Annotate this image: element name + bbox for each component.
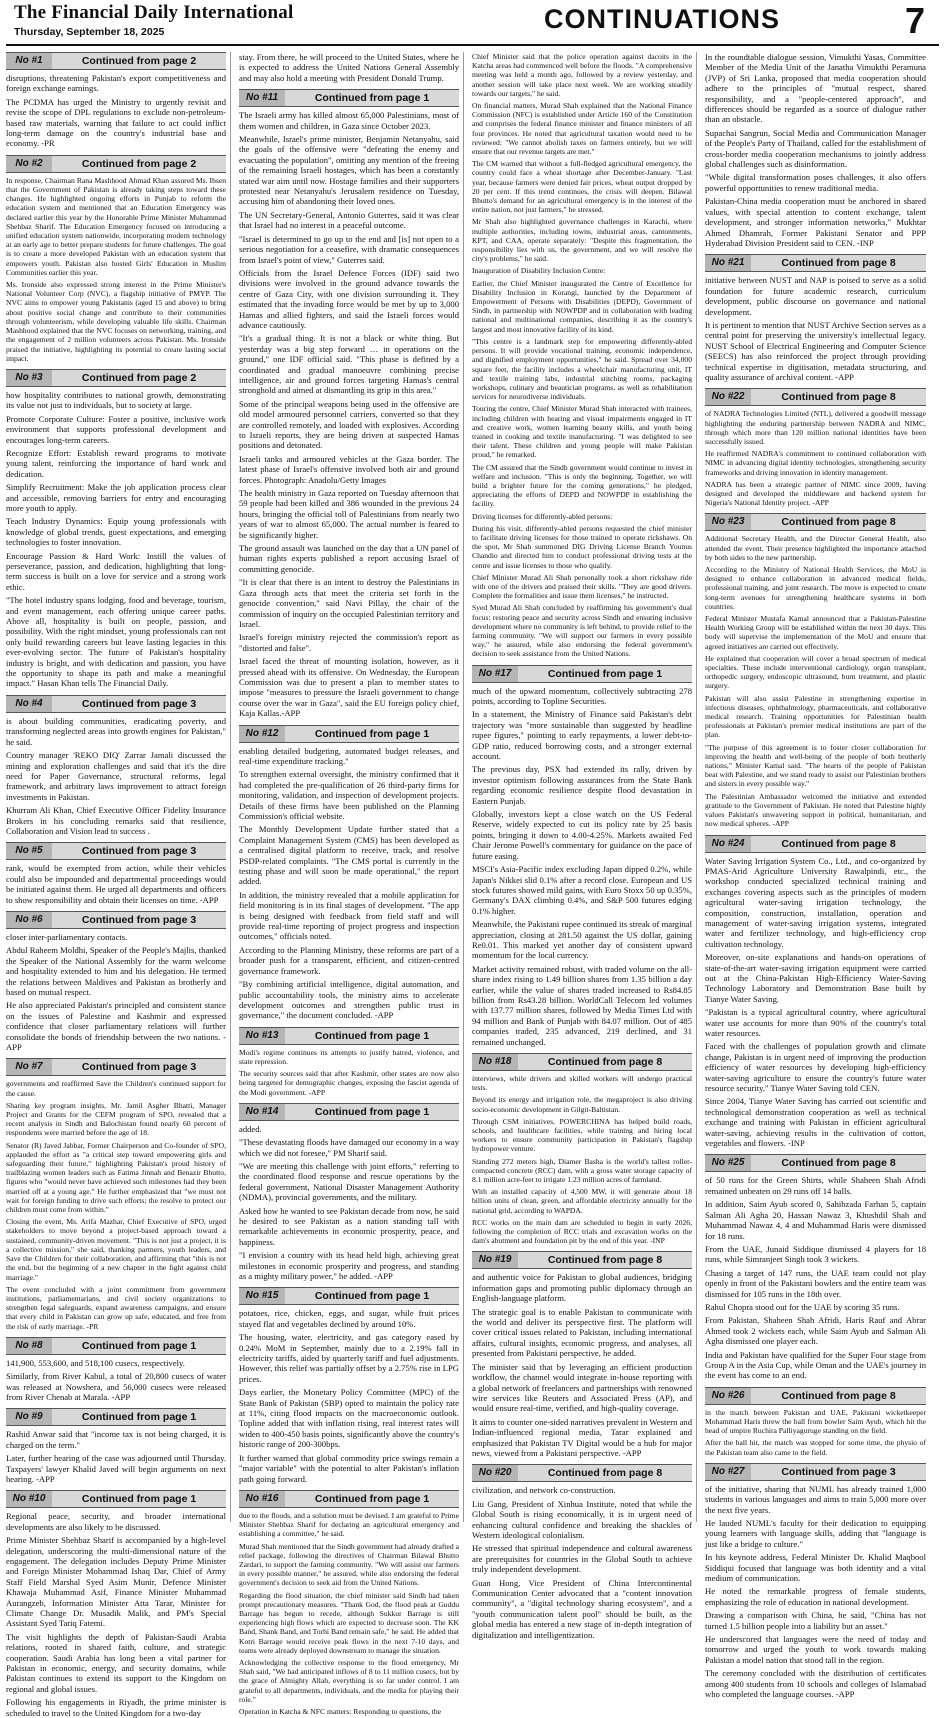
article-paragraph: interviews, while drivers and skilled workers will undergo practical tests. (472, 1074, 692, 1093)
continuation-article (472, 1053, 692, 1245)
continuation-number: No #19 (472, 1252, 518, 1268)
continuation-number: No #6 (6, 912, 52, 928)
continuation-label: Continued from page 1 (81, 1339, 197, 1352)
article-paragraph: civilization, and network co-construction. (472, 1485, 616, 1496)
article-paragraph: On financial matters, Murad Shah explained that the National Finance Commission (NFC) is established under Article 160 of the Constitution and comprises the federal finance minister and finance ministers of all four provinces. He noted that agricultural taxation would need to be reviewed: "We cannot abolish taxes on farmers entirely, but we will ensure that our revenue targets are met." (472, 101, 692, 157)
article-paragraph: The health ministry in Gaza reported on Tuesday afternoon that 59 people had been killed and 386 wounded in the previous 24 hours, bringing the official toll of Palestinians from nearly two years of war to almost 65,000. The actual number is feared to be significantly higher. (239, 488, 459, 540)
article-paragraph: Federal Minister Mustafa Kamal announced that a Pakistan-Palestine Health Working Group will be established within the next 30 days. This body will supervise the implementation of the MoU and ensure that agreed initiatives are carried out effectively. (705, 614, 926, 651)
continuation-article (472, 1464, 692, 1640)
article-paragraph: The Palestinian Ambassador welcomed the initiative and extended gratitude to the Government of Pakistan. He noted that Palestine highly values Pakistan's unwavering support in political, humanitarian, and now medical spheres. -APP (705, 791, 926, 829)
continuation-number: No #2 (6, 156, 52, 172)
article-paragraph: in the match between Pakistan and UAE, Pakistani wicketkeeper Mohammad Haris threw the ball from bowler Saim Ayub, which hit the head of umpire Ruchira Palliyaguruge standing on the field. (705, 1407, 926, 1436)
article-paragraph: Encourage Passion & Hard Work: Instill the values of perseverance, passion, and dedication, highlighting that long-term success is built on a love for service and a strong work ethic. (6, 550, 226, 592)
article-paragraph: In the roundtable dialogue session, Vimukthi Yasas, Committee Member of the Media Unit of the Janatha Vimukthi Peramuna (JVP) of Sri Lanka, proposed that media cooperation should adhere to the principles of "mutual respect, shared responsibility, and a "people-centered approach", and differences should be regarded as a source of dialogue rather than an obstacle. (705, 52, 926, 125)
continuation-article (6, 155, 226, 363)
article-paragraph: Closing the event, Ms. Arifa Mazhar, Chief Executive of SPO, urged stakeholders to move beyond a project-based approach toward a sustained, community-driven movement. "This is not just a project, it is a collective mission," she said, thanking partners, youth leaders, and Save the Children for their collaboration, and affirming that "this is not the end, but the beginning of a new chapter in the fight against child marriage." (6, 1217, 226, 1282)
article-paragraph: MSCI's Asia-Pacific index excluding Japan dipped 0.2%, while Japan's Nikkei slid 0.1% after a record close. European and US stock futures showed mild gains, with Euro Stoxx 50 up 0.35%, Germany's DAX climbing 0.4%, and S&P 500 futures edging 0.1% higher. (472, 864, 692, 916)
article-paragraph: Drawing a comparison with China, he said, "China has not turned 1.5 billion people into a liability but an asset." (705, 1610, 926, 1631)
article-paragraph: Similarly, from River Kabul, a total of 20,800 cusecs of water was released at Nowshera, and 56,000 cusecs were released from River Chenab at Marala. -APP (6, 1371, 226, 1402)
continuation-header (472, 1053, 692, 1071)
article-paragraph: The Israeli army has killed almost 65,000 Palestinians, most of them women and children, in Gaza since October 2023. (239, 110, 459, 131)
column-3 (472, 52, 697, 1640)
continuation-header (705, 1154, 926, 1172)
article-paragraph: He reaffirmed NADRA's commitment to continued collaboration with NIMC in advancing digital identity technologies, strengthening security frameworks and driving innovation in identity management. (705, 449, 926, 477)
article-paragraph: "It's a gradual thing. It is not a black or white thing. But yesterday was a big step forward … in operations on the ground," one IDF official said. "This phase is defined by a coordinated and gradual manoeuvre combining precise intelligence, air and ground forces targeting Hamas's central stronghold and aimed at dismantling its grip in this area." (239, 333, 459, 396)
article-paragraph: Days earlier, the Monetary Policy Committee (MPC) of the State Bank of Pakistan (SBP) opted to maintain the policy rate at 11%, citing flood impacts on the macroeconomic outlook. Topline added that with inflation rising, real interest rates will widen to 400-450 basis points, significantly above the country's historic range of 200-300bps. (239, 1387, 459, 1450)
continuation-label: Continued from page 3 (781, 1465, 896, 1478)
article-paragraph: "Israel is determined to go up to the end and [is] not open to a serious negotiation for a ceasefire, with dramatic consequences from Israel's point of view," Guterres said. (239, 233, 459, 265)
continuation-number: No #26 (705, 1388, 751, 1404)
article-paragraph: "This centre is a landmark step for empowering differently-abled persons. It will provide vocational training, economic independence, and dignified employment opportunities," he said. Spread over 34,000 square feet, the facility includes a wheelchair manufacturing unit, IT and textile training labs, industrial stitching rooms, packaging workshops, culinary and beautician programs, as well as rehabilitation services for neurodiverse individuals. (472, 336, 692, 402)
continuation-number: No #4 (6, 696, 52, 712)
continuation-header (472, 665, 692, 683)
continuation-number: No #11 (239, 90, 285, 106)
article-paragraph: The PCDMA has urged the Ministry to urgently revisit and revise the scope of DPL regulations to exclude non-petroleum-based raw materials, warning that failure to act could inflict long-term damage on the country's industrial base and economy. -PR (6, 96, 226, 149)
continuation-article (239, 52, 459, 83)
article-paragraph: Regarding the flood situation, the chief minister said Sindh had taken prompt precautionary measures. "Thank God, the flood peak at Guddu Barrage has begun to recede, although Sukkur Barrage is still experiencing high flows which are expected to decrease soon. The KK Band, Shank Band, and Torhi Band remain safe," he said. He added that Kotri Barrage would receive peak flows in the next 7-10 days, and teams were already deployed downstream to manage the situation. (239, 1590, 459, 1655)
article-paragraph: "These devastating floods have damaged our economy in a way which we did not foresee," PM Sharif said. (239, 1137, 459, 1158)
article-paragraph: The housing, water, electricity, and gas category eased by 0.24% MoM in September, mainly due to a 2.19% fall in electricity tariffs, aided by quarterly tariff and fuel adjustments. However, this relief was partially offset by a 2.75% rise in LPG prices. (239, 1332, 459, 1384)
article-paragraph: Additional Secretary Health, and the Director General Health, also attended the event. Their presence highlighted the importance attached by both sides to the new partnership. (705, 534, 926, 562)
continuation-label: Continued from page 8 (781, 1157, 896, 1170)
continuation-header (6, 1408, 226, 1426)
article-paragraph: Following his engagements in Riyadh, the prime minister is scheduled to travel to the United Kingdom for a two-day (6, 1697, 226, 1718)
continuation-article (705, 513, 926, 828)
article-paragraph: Senator (R) Javed Jabbar, Former Chairperson and Co-founder of SPO, applauded the effort as "a critical step toward empowering girls and safeguarding their future," highlighting Pakistan's proud history of trailblazing women leaders such as Fatima Jinnah and Benazir Bhutto, figures who "would never have achieved such milestones had they been married off at a young age." He further emphasized that "we must not wait for foreign funding to drive such efforts; the resolve to protect our children must come from within." (6, 1140, 226, 1215)
article-paragraph: Since 2004, Tianye Water Saving has carried out scientific and technological demonstration cooperation as well as technical exchange and training with Pakistan in efficient agricultural water-saving, achieving results in the cultivation of cotton, vegetables and flowers. -INP (705, 1096, 926, 1149)
article-paragraph: Earlier, the Chief Minister inaugurated the Centre of Excellence for Disability Inclusion in Korangi, launched by the Department of Empowerment of Persons with Disabilities (DEPD), Government of Sindh, in partnership with NOWPDP and in collaboration with leading national and multinational companies, describing it as the country's largest and most innovative facility of its kind. (472, 278, 692, 334)
continuation-number: No #1 (6, 53, 52, 69)
continuation-article (239, 1287, 459, 1484)
continuation-header (239, 1490, 459, 1508)
continuation-article (239, 1027, 459, 1097)
column-2 (239, 52, 464, 1716)
article-paragraph: Driving licenses for differently-abled persons: (472, 511, 613, 521)
continuation-header (6, 52, 226, 70)
article-paragraph: rank, would be exempted from action, while their vehicles could also be impounded and departmental proceedings would be initiated against them. He urged all departments and officers to show responsibility and obtain their licenses on time. -APP (6, 863, 226, 905)
continuation-label: Continued from page 8 (547, 1467, 663, 1480)
article-paragraph: The previous day, PSX had extended its rally, driven by investor optimism following assurances from the State Bank regarding economic resilience despite flood devastation in Eastern Punjab. (472, 764, 692, 806)
continuation-label: Continued from page 2 (81, 157, 197, 170)
article-paragraph: Teach Industry Dynamics: Equip young professionals with knowledge of global trends, guest expectations, and emerging technologies to foster innovation. (6, 516, 226, 548)
continuation-header (6, 369, 226, 387)
continuation-number: No #3 (6, 370, 52, 386)
article-paragraph: With an installed capacity of 4,500 MW, it will generate about 18 billion units of clean, green, and affordable electricity annually for the national grid, according to WAPDA. (472, 1187, 692, 1215)
article-paragraph: According to the Ministry of National Health Services, the MoU is designed to enhance collaboration in advanced medical fields, professional training, and joint research. The move is expected to create long-term avenues for strengthening healthcare systems in both countries. (705, 565, 926, 611)
article-paragraph: Rahul Chopra stood out for the UAE by scoring 35 runs. (705, 1301, 900, 1312)
article-paragraph: and authentic voice for Pakistan to global audiences, bridging information gaps and promoting public diplomacy through an English-language platform. (472, 1272, 692, 1304)
continuation-label: Continued from page 1 (81, 1411, 197, 1424)
article-paragraph: India and Pakistan have qualified for the Super Four stage from Group A in the Asia Cup, while Oman and the UAE's journey in the event has come to an end. (705, 1349, 926, 1381)
continuation-article (472, 1251, 692, 1458)
continuation-number: No #18 (472, 1054, 518, 1070)
continuation-label: Continued from page 1 (81, 1493, 197, 1506)
continuation-label: Continued from page 1 (314, 1029, 430, 1042)
continuation-header (705, 1387, 926, 1405)
article-paragraph: The event concluded with a joint commitment from government institutions, parliamentarians, and civil society organizations to strengthen legal safeguards, expand awareness campaigns, and ensure that every child in Pakistan can grow up safe, educated, and free from the risk of early marriage. -PR (6, 1284, 226, 1331)
continuation-article (705, 1463, 926, 1700)
article-paragraph: Meanwhile, the Pakistani rupee continued its streak of marginal appreciation, closing at 281.50 against the US dollar, gaining Re0.01. This marked yet another day of consistent upward momentum for the local currency. (472, 919, 692, 961)
continuation-label: Continued from page 8 (781, 516, 896, 529)
article-paragraph: Later, further hearing of the case was adjourned until Thursday. Taxpayers' lawyer Khalid Javed will begin arguments on next hearing. -APP (6, 1453, 226, 1484)
article-paragraph: Chief Minister said that the police operation against dacoits in the Katcha areas had commenced well before the floods. "A comprehensive meeting was held a month ago, followed by a review yesterday, and another session will take place next week. We are working steadily towards our targets," he said. (472, 52, 692, 98)
article-paragraph: Touring the centre, Chief Minister Murad Shah interacted with trainees, including children with hearing and visual impairments engaged in IT and creative work, women learning beauty skills, and youth being trained in cooking and textile manufacturing. "I was delighted to see their talent. These children and young people will make Pakistan proud," he remarked. (472, 404, 692, 460)
article-paragraph: The Monthly Development Update further stated that a Complaint Management System (CMS) has been developed as a centralised digital platform to receive, track, and resolve PSDP-related complaints. "The CMS portal is currently in the testing phase and will soon be made operational," the report added. (239, 824, 459, 887)
article-paragraph: He underscored that languages were the need of today and tomorrow and urged the youth to work towards making Pakistan a model nation that stood tall in the region. (705, 1634, 926, 1665)
article-paragraph: Water Saving Irrigation System Co., Ltd., and co-organized by PMAS-Arid Agriculture University Rawalpindi, etc., the workshop conducted specialized technical training and exchanges covering aspects such as the principles of modern agricultural water-saving irrigation technology, the composition, construction, installation, operation and management of water-saving irrigation systems, integrated water and fertilizer technology, and high-efficiency crop cultivation technology. (705, 855, 926, 949)
article-paragraph: "The hotel industry spans lodging, food and beverage, tourism, and event management, each offering unique career paths. Above all, hospitality is built on people, passion, and possibility. With the right mindset, young professionals can not only build rewarding careers but leave lasting legacies in this ever-evolving sector. The future of Pakistan's hospitality industry is bright, and with dedication and passion, you have the opportunity to shape its path and make a meaningful impact." Hasan Khan tells The Financial Daily. (6, 595, 226, 689)
continuation-label: Continued from page 1 (314, 727, 430, 740)
article-paragraph: Chasing a target of 147 runs, the UAE team could not play openly in front of the Pakistani bowlers and the entire team was dismissed for 105 runs in the 18th over. (705, 1267, 926, 1299)
article-paragraph: Khurram Ali Khan, Chief Executive Officer Fidelity Insurance Brokers in his concluding remarks said that resilience, Collaboration and Vision lead to success . (6, 805, 226, 836)
article-paragraph: It aims to counter one-sided narratives prevalent in Western and Indian-influenced regional media, Tarar explained and emphasized that Pakistan TV Digital would be a hub for major news, viewed from a Pakistani perspective. -APP (472, 1416, 692, 1458)
continuation-article (6, 1490, 226, 1718)
section-title: CONTINUATIONS (544, 4, 780, 34)
continuation-label: Continued from page 8 (781, 391, 896, 404)
continuation-number: No #21 (705, 255, 751, 271)
article-paragraph: To strengthen external oversight, the ministry confirmed that it had completed the pre-qualification of 26 third-party firms for monitoring, validation, and inspection of development projects. Details of these firms have been published on the Planning Commission's official website. (239, 769, 459, 821)
continuation-label: Continued from page 1 (314, 1492, 430, 1505)
continuation-number: No #12 (239, 726, 285, 742)
article-paragraph: Israel faced the threat of mounting isolation, however, as it pressed ahead with its offensive. On Wednesday, the European Commission was due to present a plan to member states to impose "measures to pressure the Israeli government to change course over the war in Gaza", said the EU foreign policy chief, Kaja Kallas.-APP (239, 656, 459, 719)
article-paragraph: During his visit, differently-abled persons requested the chief minister to facilitate driving licenses for those trained to operate rickshaws. On the spot, Mr Shah summoned DIG Driving License Branch Younus Chandio and directed him to conduct professional driving tests at the centre and issue licenses to those who qualify. (472, 523, 692, 570)
article-paragraph: He noted the remarkable progress of female students, emphasizing the role of education in national development. (705, 1586, 926, 1607)
article-paragraph: Abdul Raheem Moldhi, Speaker of the People's Majlis, thanked the Speaker of the National Assembly for the warm welcome and hospitality extended to him and his delegation. He termed the relations between Maldives and Pakistan as brotherly and based on mutual respect. (6, 945, 226, 997)
continuation-label: Continued from page 2 (81, 55, 197, 67)
article-paragraph: Regional peace, security, and broader international developments are also likely to be discussed. (6, 1511, 226, 1532)
article-paragraph: Pakistan will also assist Palestine in strengthening expertise in infectious diseases, ophthalmology, pharmaceuticals, and collaborative medical research. Training opportunities for Palestinian health professionals at Pakistan's premier medical institutions are part of the plan. (705, 693, 926, 740)
continuation-label: Continued from page 1 (314, 1290, 430, 1303)
continuation-number: No #13 (239, 1028, 285, 1044)
article-paragraph: Globally, investors kept a close watch on the US Federal Reserve, widely expected to cut its policy rate by 25 basis points, bringing it down to 4.00-4.25%. Markets awaited Fed Chair Jerome Powell's commentary for guidance on the pace of future easing. (472, 809, 692, 861)
article-paragraph: In response, Chairman Rana Mashhood Ahmad Khan assured Ms. Ibsen that the Government of Pakistan is already taking steps toward these changes. He highlighted ongoing efforts in Punjab to reform the education system and mentioned that an Education Emergency was declared earlier this year by the Honorable Prime Minister Muhammad Shehbaz Sharif. The Education Emergency focused on introducing a unified education system nationwide, incorporating modern technology at an early age to better prepare students for future challenges. The goal is to create a more developed Pakistan with an education system that empowers youth. Pakistan also hosted Girls' Education in Muslim Communities earlier this year. (6, 175, 226, 277)
article-paragraph: Chief Minister Murad Ali Shah personally took a short rickshaw ride with one of the drivers and praised their skills. "They are good drivers. Complete the formalities and issue them licenses," he instructed. (472, 572, 692, 601)
article-paragraph: of 50 runs for the Green Shirts, while Shaheen Shah Afridi remained unbeaten on 29 runs off 14 balls. (705, 1175, 926, 1196)
continuation-number: No #15 (239, 1288, 285, 1304)
continuation-article (6, 369, 226, 689)
article-paragraph: Through CSM initiatives, POWERCHINA has helped build roads, schools, and healthcare facilities, while training and hiring local workers to ensure community participation in Pakistan's flagship hydropower venture. (472, 1116, 692, 1154)
article-paragraph: "The purpose of this agreement is to foster closer collaboration for improving the health and well-being of the people of both brotherly nations," Minister Kamal said. "The hearts of the people of Pakistan beat with Palestine, and we stand ready to assist our Palestinian brothers and sisters in every possible way." (705, 742, 926, 789)
continuation-label: Continued from page 1 (314, 92, 430, 105)
continuation-header (472, 1251, 692, 1269)
article-paragraph: Asked how he wanted to see Pakistan decade from now, he said he desired to see Pakistan as a nation standing tall with remarkable achievements in economic prosperity, peace, and happiness. (239, 1205, 459, 1247)
article-paragraph: The minister said that by leveraging an efficient production workflow, the channel would integrate in-house reporting with a global network of freelancers and partnerships with renowned wire services like Reuters and Associated Press (AP), and would ensure real-time, verified, and high-quality coverage. (472, 1361, 692, 1414)
article-paragraph: RCC works on the main dam are scheduled to begin in early 2026, following the completion of RCC trials and excavation works on the dam's abutment and foundation pit by the end of this year. -INP (472, 1217, 692, 1246)
article-paragraph: Promote Corporate Culture: Foster a positive, inclusive work environment that supports professional development and encourages long-term careers. (6, 413, 226, 445)
continuation-label: Continued from page 8 (781, 1389, 896, 1402)
continuation-number: No #9 (6, 1409, 52, 1425)
continuation-header (472, 1464, 692, 1482)
article-paragraph: "While digital transformation poses challenges, it also offers powerful opportunities to renew traditional media. (705, 172, 926, 193)
continuation-article (472, 52, 692, 659)
article-paragraph: Officials from the Israel Defence Forces (IDF) said two divisions were involved in the ground advance towards the centre of Gaza City, with one division surrounding it. They estimated that the invading force would be met by up to 3,000 Hamas and allied fighters, and said the Israeli forces would advance cautiously. (239, 267, 459, 330)
article-paragraph: much of the upward momentum, collectively subtracting 278 points, according to Topline Securities. (472, 685, 692, 706)
continuation-header (6, 842, 226, 860)
article-paragraph: He stressed that spiritual independence and cultural awareness are prerequisites for countries in the Global South to achieve truly independent development. (472, 1543, 692, 1575)
column-1 (6, 52, 231, 1718)
article-paragraph: Syed Murad Ali Shah concluded by reaffirming his government's dual focus: restoring peace and security across Sindh and ensuring inclusive development where no community is left behind, to provide relief to the farming community. "We will support our farmers in every possible way," he assured, while also endorsing the federal government's decision to seek assistance from the United Nations. (472, 603, 692, 659)
article-paragraph: The ceremony concluded with the distribution of certificates among 400 students from 10 schools and colleges of Islamabad who completed the language courses. -APP (705, 1668, 926, 1700)
continuation-header (6, 695, 226, 713)
continuation-label: Continued from page 3 (81, 697, 197, 710)
article-paragraph: Faced with the challenges of population growth and climate change, Pakistan is in urgent need of improving the production efficiency of water resources by developing high-efficiency water-saving agriculture to ensure the country's future water resource security," Tianye Water Saving told CEN. (705, 1041, 926, 1094)
continuation-label: Continued from page 8 (781, 257, 896, 270)
article-paragraph: Beyond its energy and irrigation role, the megaproject is also driving socio-economic development in Gilgit-Baltistan. (472, 1095, 692, 1114)
continuation-article (239, 89, 459, 718)
continuation-header (6, 911, 226, 929)
article-paragraph: Market activity remained robust, with traded volume on the all-share index rising to 1.49 billion shares from 1.35 billion a day earlier, while the value of shares traded increased to Rs84.85 billion from Rs43.28 billion. WorldCall Telecom led volumes with 137.77 million shares, followed by Media Times Ltd with 94 million and Bank of Punjab with 84.07 million. Out of 485 companies traded, 235 advanced, 219 declined, and 31 remained unchanged. (472, 963, 692, 1047)
article-paragraph: added. (239, 1123, 262, 1134)
continuation-label: Continued from page 3 (81, 913, 197, 926)
article-paragraph: stay. From there, he will proceed to the United States, where he is expected to address the United Nations General Assembly and may also hold a meeting with President Donald Trump. (239, 52, 459, 83)
continuation-number: No #16 (239, 1491, 285, 1507)
article-paragraph: In a statement, the Ministry of Finance said Pakistan's debt trajectory was "more sustainable than suggested by headline rupee figures," pointing to early repayments, a lower debt-to-GDP ratio, reduced borrowing costs, and a stronger external account. (472, 709, 692, 762)
article-paragraph: due to the floods, and a solution must be devised. I am grateful to Prime Minister Shehbaz Sharif for declaring an agricultural emergency and establishing a committee," he said. (239, 1510, 459, 1539)
continuation-article (6, 1058, 226, 1330)
continuation-number: No #22 (705, 389, 751, 405)
article-paragraph: Israel's foreign ministry rejected the commission's report as "distorted and false". (239, 632, 459, 653)
article-paragraph: It further warned that global commodity price swings remain a "major variable" with the potential to alter Pakistan's inflation path going forward. (239, 1452, 459, 1484)
continuation-article (239, 725, 459, 1021)
continuation-label: Continued from page 1 (314, 1105, 430, 1118)
continuation-number: No #10 (6, 1491, 52, 1507)
continuation-article (239, 1490, 459, 1716)
article-paragraph: "It is clear that there is an intent to destroy the Palestinians in Gaza through acts that meet the criteria set forth in the genocide convention," said Navi Pillay, the chair of the commission of inquiry on the occupied Palestinian territory and Israel. (239, 577, 459, 629)
article-paragraph: In addition, Saim Ayub scored 0, Sahibzada Farhan 5, captain Salman Ali Agha 20, Hassan Nawaz 3, Khushdil Shah and Muhammad Nawaz 4, 4 and Muhammad Haris were dismissed for 18 runs. (705, 1199, 926, 1241)
article-paragraph: Sharing key program insights, Mr. Jamil Asgher Bhatti, Manager Project and Grants for the CEFM program of SPO, revealed that a recent analysis in Sindh and Balochistan found nearly 60 percent of respondents were married before the age of 18. (6, 1100, 226, 1138)
paper-name: The Financial Daily International (14, 2, 294, 23)
article-paragraph: The ground assault was launched on the day that a UN panel of human rights experts published a report accusing Israel of committing genocide. (239, 543, 459, 574)
continuation-header (705, 1463, 926, 1481)
article-paragraph: Country manager 'REKO DIQ' Zarrar Jamali discussed the mining and exploration challenges and said that it's the dire need for Paper Governance, structural reforms, legal framework, and arbitrary laws improvement to attract foreign investments in Pakistan. (6, 750, 226, 802)
article-paragraph: According to the Planning Ministry, these reforms are part of a broader push for a transparent, efficient, and citizen-centred governance framework. (239, 944, 459, 976)
article-paragraph: how hospitality contributes to national growth, demonstrating its value not just to individuals, but to society at large. (6, 389, 226, 411)
article-paragraph: Standing 272 meters high, Diamer Basha is the world's tallest roller-compacted concrete (RCC) dam, with a gross water storage capacity of 8.1 million acre-feet to irrigate 1.23 million acres of farmland. (472, 1156, 692, 1185)
continuation-header (705, 254, 926, 272)
continuation-number: No #17 (472, 666, 518, 682)
article-paragraph: It is pertinent to mention that NUST Archive Section serves as a central point for preserving the university's intellectual legacy. NUST School of Electrical Engineering and Computer Science (SEECS) has also reinforced the project through providing technical expertise in digitisation, metadata structuring, and quality assurance of archival content. -APP (705, 319, 926, 382)
continuation-article (705, 388, 926, 507)
article-paragraph: potatoes, rice, chicken, eggs, and sugar, while fruit prices stayed flat and vegetables declined by around 10%. (239, 1308, 459, 1329)
continuation-article (472, 665, 692, 1047)
continuation-number: No #7 (6, 1059, 52, 1075)
article-paragraph: The CM assured that the Sindh government would continue to invest in welfare and inclusion. "This is only the beginning. Together, we will build a brighter future for the coming generations," he pledged, appreciating the efforts of DEPD and NOWPDP in establishing the facility. (472, 462, 692, 509)
continuation-article (705, 254, 926, 382)
article-paragraph: of the initiative, sharing that NUML has already trained 1,000 students in various languages and aims to train 5,000 more over the next five years. (705, 1483, 926, 1515)
article-paragraph: Modi's regime continues its attempts to justify hatred, violence, and state repression. (239, 1047, 459, 1066)
article-paragraph: "I envision a country with its head held high, achieving great milestones in economic prosperity and progress, and standing as a mighty military power," he added. -APP (239, 1250, 459, 1282)
article-paragraph: From Pakistan, Shaheen Shah Afridi, Haris Rauf and Abrar Ahmed took 2 wickets each, while Saim Ayub and Salman Ali Agha dismissed one player each. (705, 1315, 926, 1347)
article-paragraph: Rashid Anwar said that "income tax is not being charged, it is charged on the term." (6, 1429, 226, 1450)
article-paragraph: Meanwhile, Israel's prime minister, Benjamin Netanyahu, said the goals of the offensive were "defeating the enemy and evacuating the population", omitting any mention of the freeing of the remaining Israeli hostages, which has been a constantly stated war aim until now. Hostage families and their supporters protested near Netanyahu's Jerusalem residence on Tuesday, accusing him of abandoning their loved ones. (239, 134, 459, 207)
continuation-number: No #8 (6, 1338, 52, 1354)
continuation-number: No #27 (705, 1464, 751, 1480)
article-paragraph: Liu Gang, President of Xinhua Institute, noted that while the Global South is rising economically, it is in urgent need of enhancing cultural confidence and breaking the shackles of Western ideological colonialism. (472, 1498, 692, 1540)
continuation-header (239, 1027, 459, 1045)
continuation-article (239, 1103, 459, 1282)
continuation-label: Continued from page 8 (781, 837, 896, 850)
article-paragraph: In his keynote address, Federal Minister Dr. Khalid Maqbool Siddiqui focused that language was both identity and a vital medium of communication. (705, 1552, 926, 1584)
article-paragraph: Guan Hong, Vice President of China Intercontinental Communication Center advocated that a "content innovation community", a "digital technology sharing ecosystem", and a "youth communication talent pool" should be built, as the global media has entered a new stage of in-depth integration of digitalization and intelligentization. (472, 1577, 692, 1640)
article-paragraph: From the UAE, Junaid Siddique dismissed 4 players for 18 runs, while Simranjeet Singh took 3 wickets. (705, 1243, 926, 1265)
continuation-label: Continued from page 8 (547, 1056, 663, 1068)
continuation-article (6, 911, 226, 1052)
continuation-header (6, 1490, 226, 1508)
continuation-header (239, 89, 459, 107)
article-paragraph: The UN Secretary-General, Antonio Guterres, said it was clear that Israel had no interest in a peaceful outcome. (239, 209, 459, 231)
masthead (6, 0, 939, 46)
continuation-article (6, 1408, 226, 1484)
continuation-header (6, 1058, 226, 1076)
continuation-number: No #24 (705, 836, 751, 852)
article-paragraph: The security sources said that after Kashmir, other states are now also being targeted for demographic changes, exposing the fascist agenda of the Modi government. -APP (239, 1069, 459, 1097)
continuation-header (6, 155, 226, 173)
article-paragraph: NADRA has been a strategic partner of NIMC since 2009, having designed and developed the middleware and backend system for Nigeria's National Identity project. -APP (705, 479, 926, 508)
article-paragraph: Simplify Recruitment: Make the job application process clear and accessible, removing barriers for entry and encouraging more youth to apply. (6, 482, 226, 513)
continuation-number: No #20 (472, 1465, 518, 1481)
continuation-number: No #5 (6, 843, 52, 859)
article-paragraph: "We are meeting this challenge with joint efforts," referring to the coordinated flood response and rescue operations by the federal government, National Disaster Management Authority (NDMA), provincial governments, and the military. (239, 1160, 459, 1203)
continuation-number: No #23 (705, 514, 751, 530)
continuation-article (705, 835, 926, 1149)
article-paragraph: Recognize Effort: Establish reward programs to motivate young talent, reinforcing the importance of hard work and dedication. (6, 447, 226, 479)
article-paragraph: disruptions, threatening Pakistan's export competitiveness and foreign exchange earnings. (6, 73, 226, 94)
continuation-header (705, 835, 926, 853)
article-paragraph: of NADRA Technologies Limited (NTL), delivered a goodwill message highlighting the enduring partnership between NADRA and NIMC, through which more than 120 million national identities have been successfully issued. (705, 409, 926, 446)
continuation-label: Continued from page 1 (547, 667, 663, 680)
continuation-number: No #25 (705, 1155, 751, 1171)
article-paragraph: He also appreciated Pakistan's principled and consistent stance on the issues of Palestine and Kashmir and expressed confidence that closer parliamentary relations will further consolidate the bonds of friendship between the two nations. -APP (6, 1000, 226, 1053)
continuation-header (705, 513, 926, 531)
continuation-label: Continued from page 3 (81, 845, 197, 858)
article-paragraph: Prime Minister Shehbaz Sharif is accompanied by a high-level delegation, underscoring the multi-dimensional nature of the engagement. The delegation includes Deputy Prime Minister and Foreign Minister Mohammad Ishaq Dar, Chief of Army Staff Field Marshal Syed Asim Munir, Defence Minister Khawaja Muhammad Asif, Finance Minister Muhammad Aurangzeb, Information Minister Atta Tarar, Minister for Climate Change Dr. Musadik Malik, and PM's Special Assistant Syed Tariq Fatemi. (6, 1535, 226, 1629)
columns-container (6, 52, 939, 1718)
article-paragraph: Operation in Katcha & NFC matters: Responding to questions, the (239, 1706, 442, 1716)
page-number: 7 (904, 0, 925, 41)
column-4 (705, 52, 930, 1700)
article-paragraph: The strategic goal is to enable Pakistan to communicate with the world and deliver its perspective first. The platform will cover critical issues related to Pakistan, including international affairs, cultural insights, economic progress, and analyses, all presented from Pakistani perspective, he added. (472, 1306, 692, 1359)
article-paragraph: Ms. Ironside also expressed strong interest in the Prime Minister's National Volunteer Corp (NVC), a flagship initiative of PMYP. The NVC aims to empower young Pakistanis (aged 15 and above) to bring about positive social change and contribute to their communities through volunteerism, while developing valuable life skills. Chairman Mashhood explained that the NVC focuses on networking, training, and the engagement of 2 million volunteers across Pakistan. Ms. Ironside praised the initiative, highlighting its potential to create lasting social impact. (6, 280, 226, 363)
article-paragraph: The visit highlights the depth of Pakistan-Saudi Arabia relations, rooted in shared faith, culture, and strategic cooperation. Saudi Arabia has long been a vital partner for Pakistan in economic, energy, and security domains, while Pakistan continues to extend its support to the Kingdom on regional and global issues. (6, 1631, 226, 1694)
continuation-header (705, 388, 926, 406)
continuation-article (6, 695, 226, 836)
article-paragraph: is about building communities, eradicating poverty, and transforming neglected areas into growth engines for Pakistan," he said. (6, 715, 226, 747)
continuation-article (705, 1154, 926, 1380)
continuation-article (6, 52, 226, 149)
article-paragraph: He explained that cooperation will cover a broad spectrum of medical specialties. These include interventional cardiology, organ transplant, orthopedic surgery, endoscopic ultrasound, burn treatment, and plastic surgery. (705, 653, 926, 691)
continuation-header (239, 1287, 459, 1305)
article-paragraph: "Pakistan is a typical agricultural country, where agricultural water use accounts for more than 90% of the country's total water resources. (705, 1007, 926, 1038)
continuation-article (6, 842, 226, 905)
continuation-number: No #14 (239, 1104, 285, 1120)
article-paragraph: Israeli tanks and armoured vehicles at the Gaza border. The latest phase of Israel's offensive involved both air and ground forces. Photograph: Anadolu/Getty Images (239, 453, 459, 485)
continuation-header (239, 1103, 459, 1121)
continuation-header (6, 1337, 226, 1355)
continuation-article (6, 1337, 226, 1403)
article-paragraph: Supachai Sangrun, Social Media and Communication Manager of the People's Party of Thailand, called for the establishment of cross-border media cooperation mechanisms to jointly address global challenges such as disinformation. (705, 127, 926, 170)
continuation-label: Continued from page 2 (81, 371, 197, 384)
article-paragraph: enabling detailed budgeting, automated budget releases, and real-time expenditure tracking." (239, 745, 459, 766)
continuation-header (239, 725, 459, 743)
article-paragraph: Mr Shah also highlighted governance challenges in Karachi, where multiple authorities, including towns, industrial areas, cantonments, KPT, and CAA, operate separately: "Despite this fragmentation, the responsibility lies with us, the government, and we will resolve the city's problems," he said. (472, 217, 692, 264)
article-paragraph: initiative between NUST and NAP is poised to serve as a solid foundation for future academic research, curriculum development, public discourse on governance and national development. (705, 275, 926, 317)
issue-date: Thursday, September 18, 2025 (14, 26, 165, 38)
article-paragraph: 141,900, 553,600, and 518,100 cusecs, respectively. (6, 1357, 185, 1368)
article-paragraph: Pakistan-China media cooperation must be anchored in shared values, with special attention to content exchange, talent development, and stronger information networks," Mukhtar Ahmed Dhamrah, Former Pakistani Senator and PPP Hyderabad Division President said to CEN. -INP (705, 196, 926, 248)
article-paragraph: In addition, the ministry revealed that a mobile application for field monitoring is in its final stages of development. "The app is being designed with feedback from field staff and will provide real-time reporting of project progress and inspection outcomes," officials noted. (239, 889, 459, 942)
article-paragraph: closer inter-parliamentary contacts. (6, 931, 128, 942)
article-paragraph: After the ball hit, the match was stopped for some time, the physio of the Pakistan team also came to the field. (705, 1438, 926, 1457)
article-paragraph: Moreover, on-site explanations and hands-on operations of state-of-the-art water-saving irrigation equipment were carried out at the China-Pakistan High-Efficiency Water-Saving Technology Laboratory and Demonstration Base built by Tianye Water Saving. (705, 952, 926, 1004)
article-paragraph: governments and reaffirmed Save the Children's continued support for the cause. (6, 1079, 226, 1098)
article-paragraph: He lauded NUML's faculty for their dedication to equipping young learners with language skills, adding that "language is just like a bridge to culture." (705, 1518, 926, 1549)
article-paragraph: Some of the principal weapons being used in the offensive are old model armoured personnel carriers, converted so that they are controlled remotely, and loaded with explosives. According to Israeli reports, they are being driven at suspected Hamas positions and detonated. (239, 398, 459, 451)
article-paragraph: Inauguration of Disability Inclusion Centre: (472, 266, 606, 276)
continuation-article (705, 1387, 926, 1457)
article-paragraph: Murad Shah mentioned that the Sindh government had already drafted a relief package, following the directives of Chairman Bilawal Bhutto Zardari, to support the farming community. "We will assist our farmers in every possible manner," he assured, while also endorsing the federal government's decision to seek aid from the United Nations. (239, 1541, 459, 1588)
article-paragraph: "By combining artificial intelligence, digital automation, and public accountability tools, the ministry aims to accelerate development outcomes and strengthen public trust in governance," the document concluded. -APP (239, 979, 459, 1021)
continuation-article (705, 52, 926, 248)
article-paragraph: The CM warned that without a full-fledged agricultural emergency, the country could face a wheat shortage after December-January. "Last year, because farmers were denied fair prices, wheat output dropped by 20 per cent. If this trend continues, the crisis will deepen. Bilawal Bhutto's demand for an agricultural emergency is in the interest of the entire nation, not just farmers," he stressed. (472, 159, 692, 215)
article-paragraph: Acknowledging the collective response to the flood emergency, Mr Shah said, "We had anticipated inflows of 8 to 11 million cusecs, but by the grace of Almighty Allah, everything is so far under control. I am grateful to all departments, individuals, and the media for playing their role." (239, 1657, 459, 1704)
continuation-label: Continued from page 8 (547, 1254, 663, 1267)
continuation-label: Continued from page 3 (81, 1061, 197, 1074)
